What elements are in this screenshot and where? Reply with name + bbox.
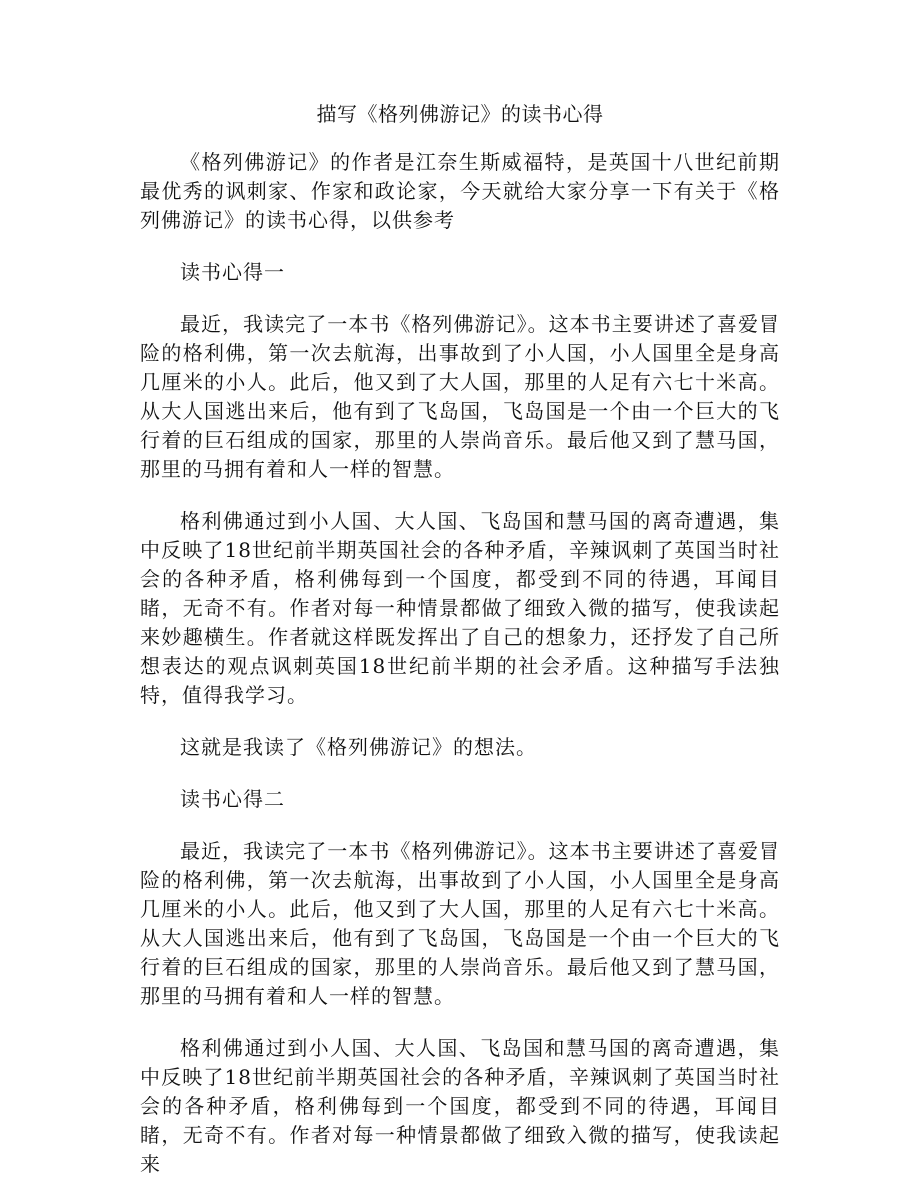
section-heading-1: 读书心得一 bbox=[180, 260, 285, 284]
section2-paragraph-1: 最近，我读完了一本书《格列佛游记》。这本书主要讲述了喜爱冒险的格利佛，第一次去航海，出事故到了小人国，小人国里全是身高几厘米的小人。此后，他又到了大人国，那里的人足有六七十米高。从大人国逃出来后，他有到了飞岛国，飞岛国是一个由一个巨大的飞行着的巨石组成的国家，那里的人崇尚音乐。最后他又到了慧马国，那里的马拥有着和人一样的智慧。 bbox=[140, 839, 780, 1008]
document-body bbox=[140, 100, 780, 1202]
section1-paragraph-2: 格利佛通过到小人国、大人国、飞岛国和慧马国的离奇遭遇，集中反映了18世纪前半期英国社会的各种矛盾，辛辣讽刺了英国当时社会的各种矛盾，格利佛每到一个国度，都受到不同的待遇，耳闻目睹，无奇不有。作者对每一种情景都做了细致入微的描写，使我读起来妙趣横生。作者就这样既发挥出了自己的想象力，还抒发了自己所想表达的观点讽刺英国18世纪前半期的社会矛盾。这种描写手法独特，值得我学习。 bbox=[140, 509, 780, 707]
document-title: 描写《格列佛游记》的读书心得 bbox=[316, 102, 604, 126]
section2-paragraph-2: 格利佛通过到小人国、大人国、飞岛国和慧马国的离奇遭遇，集中反映了18世纪前半期英国社会的各种矛盾，辛辣讽刺了英国当时社会的各种矛盾，格利佛每到一个国度，都受到不同的待遇，耳闻目睹，无奇不有。作者对每一种情景都做了细致入微的描写，使我读起来 bbox=[140, 1036, 780, 1176]
intro-paragraph: 《格列佛游记》的作者是江奈生斯威福特，是英国十八世纪前期最优秀的讽刺家、作家和政论家，今天就给大家分享一下有关于《格列佛游记》的读书心得，以供参考 bbox=[140, 150, 780, 232]
section1-paragraph-3: 这就是我读了《格列佛游记》的想法。 bbox=[180, 735, 537, 759]
section-heading-2: 读书心得二 bbox=[180, 787, 285, 811]
section1-paragraph-1: 最近，我读完了一本书《格列佛游记》。这本书主要讲述了喜爱冒险的格利佛，第一次去航海，出事故到了小人国，小人国里全是身高几厘米的小人。此后，他又到了大人国，那里的人足有六七十米高。从大人国逃出来后，他有到了飞岛国，飞岛国是一个由一个巨大的飞行着的巨石组成的国家，那里的人崇尚音乐。最后他又到了慧马国，那里的马拥有着和人一样的智慧。 bbox=[140, 312, 780, 481]
